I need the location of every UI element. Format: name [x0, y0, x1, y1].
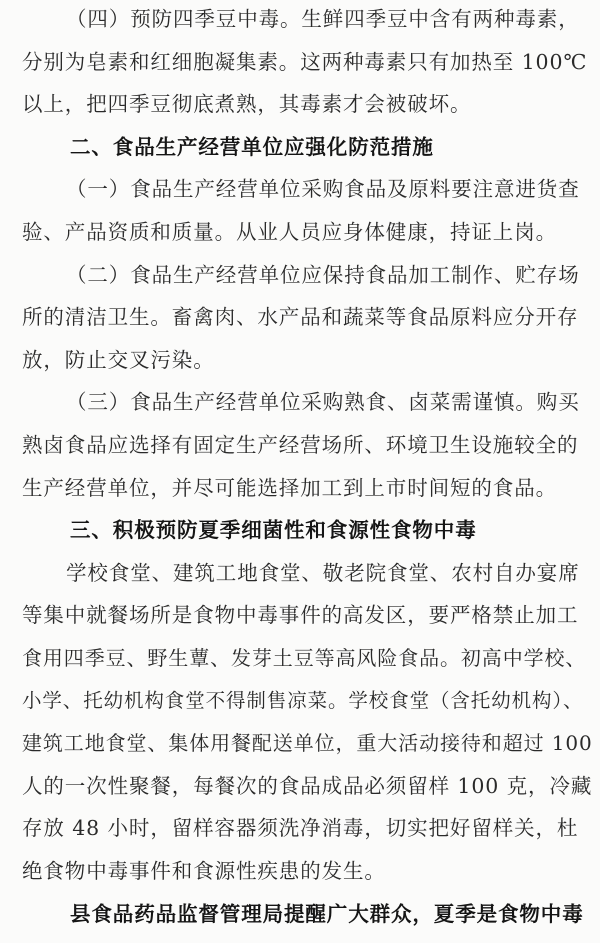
text-line: 验、产品资质和质量。从业人员应身体健康，持证上岗。: [22, 220, 557, 244]
text-line: 熟卤食品应选择有固定生产经营场所、环境卫生设施较全的: [22, 433, 579, 457]
section-heading: 县食品药品监督管理局提醒广大群众，夏季是食物中毒: [70, 901, 584, 926]
text-line: 所的清洁卫生。畜禽肉、水产品和蔬菜等食品原料应分开存: [22, 305, 579, 330]
text-line: 分别为皂素和红细胞凝集素。这两种毒素只有加热至 100℃: [22, 49, 588, 74]
text-line: 建筑工地食堂、集体用餐配送单位，重大活动接待和超过 100: [22, 731, 593, 756]
text-line: 绝食物中毒事件和食源性疾患的发生。: [22, 859, 386, 883]
text-line: 食用四季豆、野生蕈、发芽土豆等高风险食品。初高中学校、: [22, 646, 587, 670]
text-line: （四）预防四季豆中毒。生鲜四季豆中含有两种毒素，: [66, 7, 580, 31]
text-line: 小学、托幼机构食堂不得制售凉菜。学校食堂（含托幼机构）、: [22, 688, 584, 712]
text-line: 存放 48 小时，留样容器须洗净消毒，切实把好留样关，杜: [22, 816, 579, 841]
text-line: 人的一次性聚餐，每餐次的食品成品必须留样 100 克，冷藏: [22, 773, 593, 798]
text-line: 生产经营单位，并尽可能选择加工到上市时间短的食品。: [22, 475, 557, 500]
text-line: 以上，把四季豆彻底煮熟，其毒素才会被破坏。: [22, 92, 472, 117]
text-line: （一）食品生产经营单位采购食品及原料要注意进货查: [66, 177, 580, 202]
text-line: 学校食堂、建筑工地食堂、敬老院食堂、农村自办宴席: [66, 560, 580, 585]
text-line: （二）食品生产经营单位应保持食品加工制作、贮存场: [66, 262, 580, 287]
text-line: 放，防止交叉污染。: [22, 347, 215, 372]
section-heading: 三、积极预防夏季细菌性和食源性食物中毒: [70, 518, 477, 543]
text-line: 等集中就餐场所是食物中毒事件的高发区，要严格禁止加工: [22, 603, 579, 628]
section-heading: 二、食品生产经营单位应强化防范措施: [70, 134, 434, 159]
text-line: （三）食品生产经营单位采购熟食、卤菜需谨慎。购买: [66, 390, 580, 415]
